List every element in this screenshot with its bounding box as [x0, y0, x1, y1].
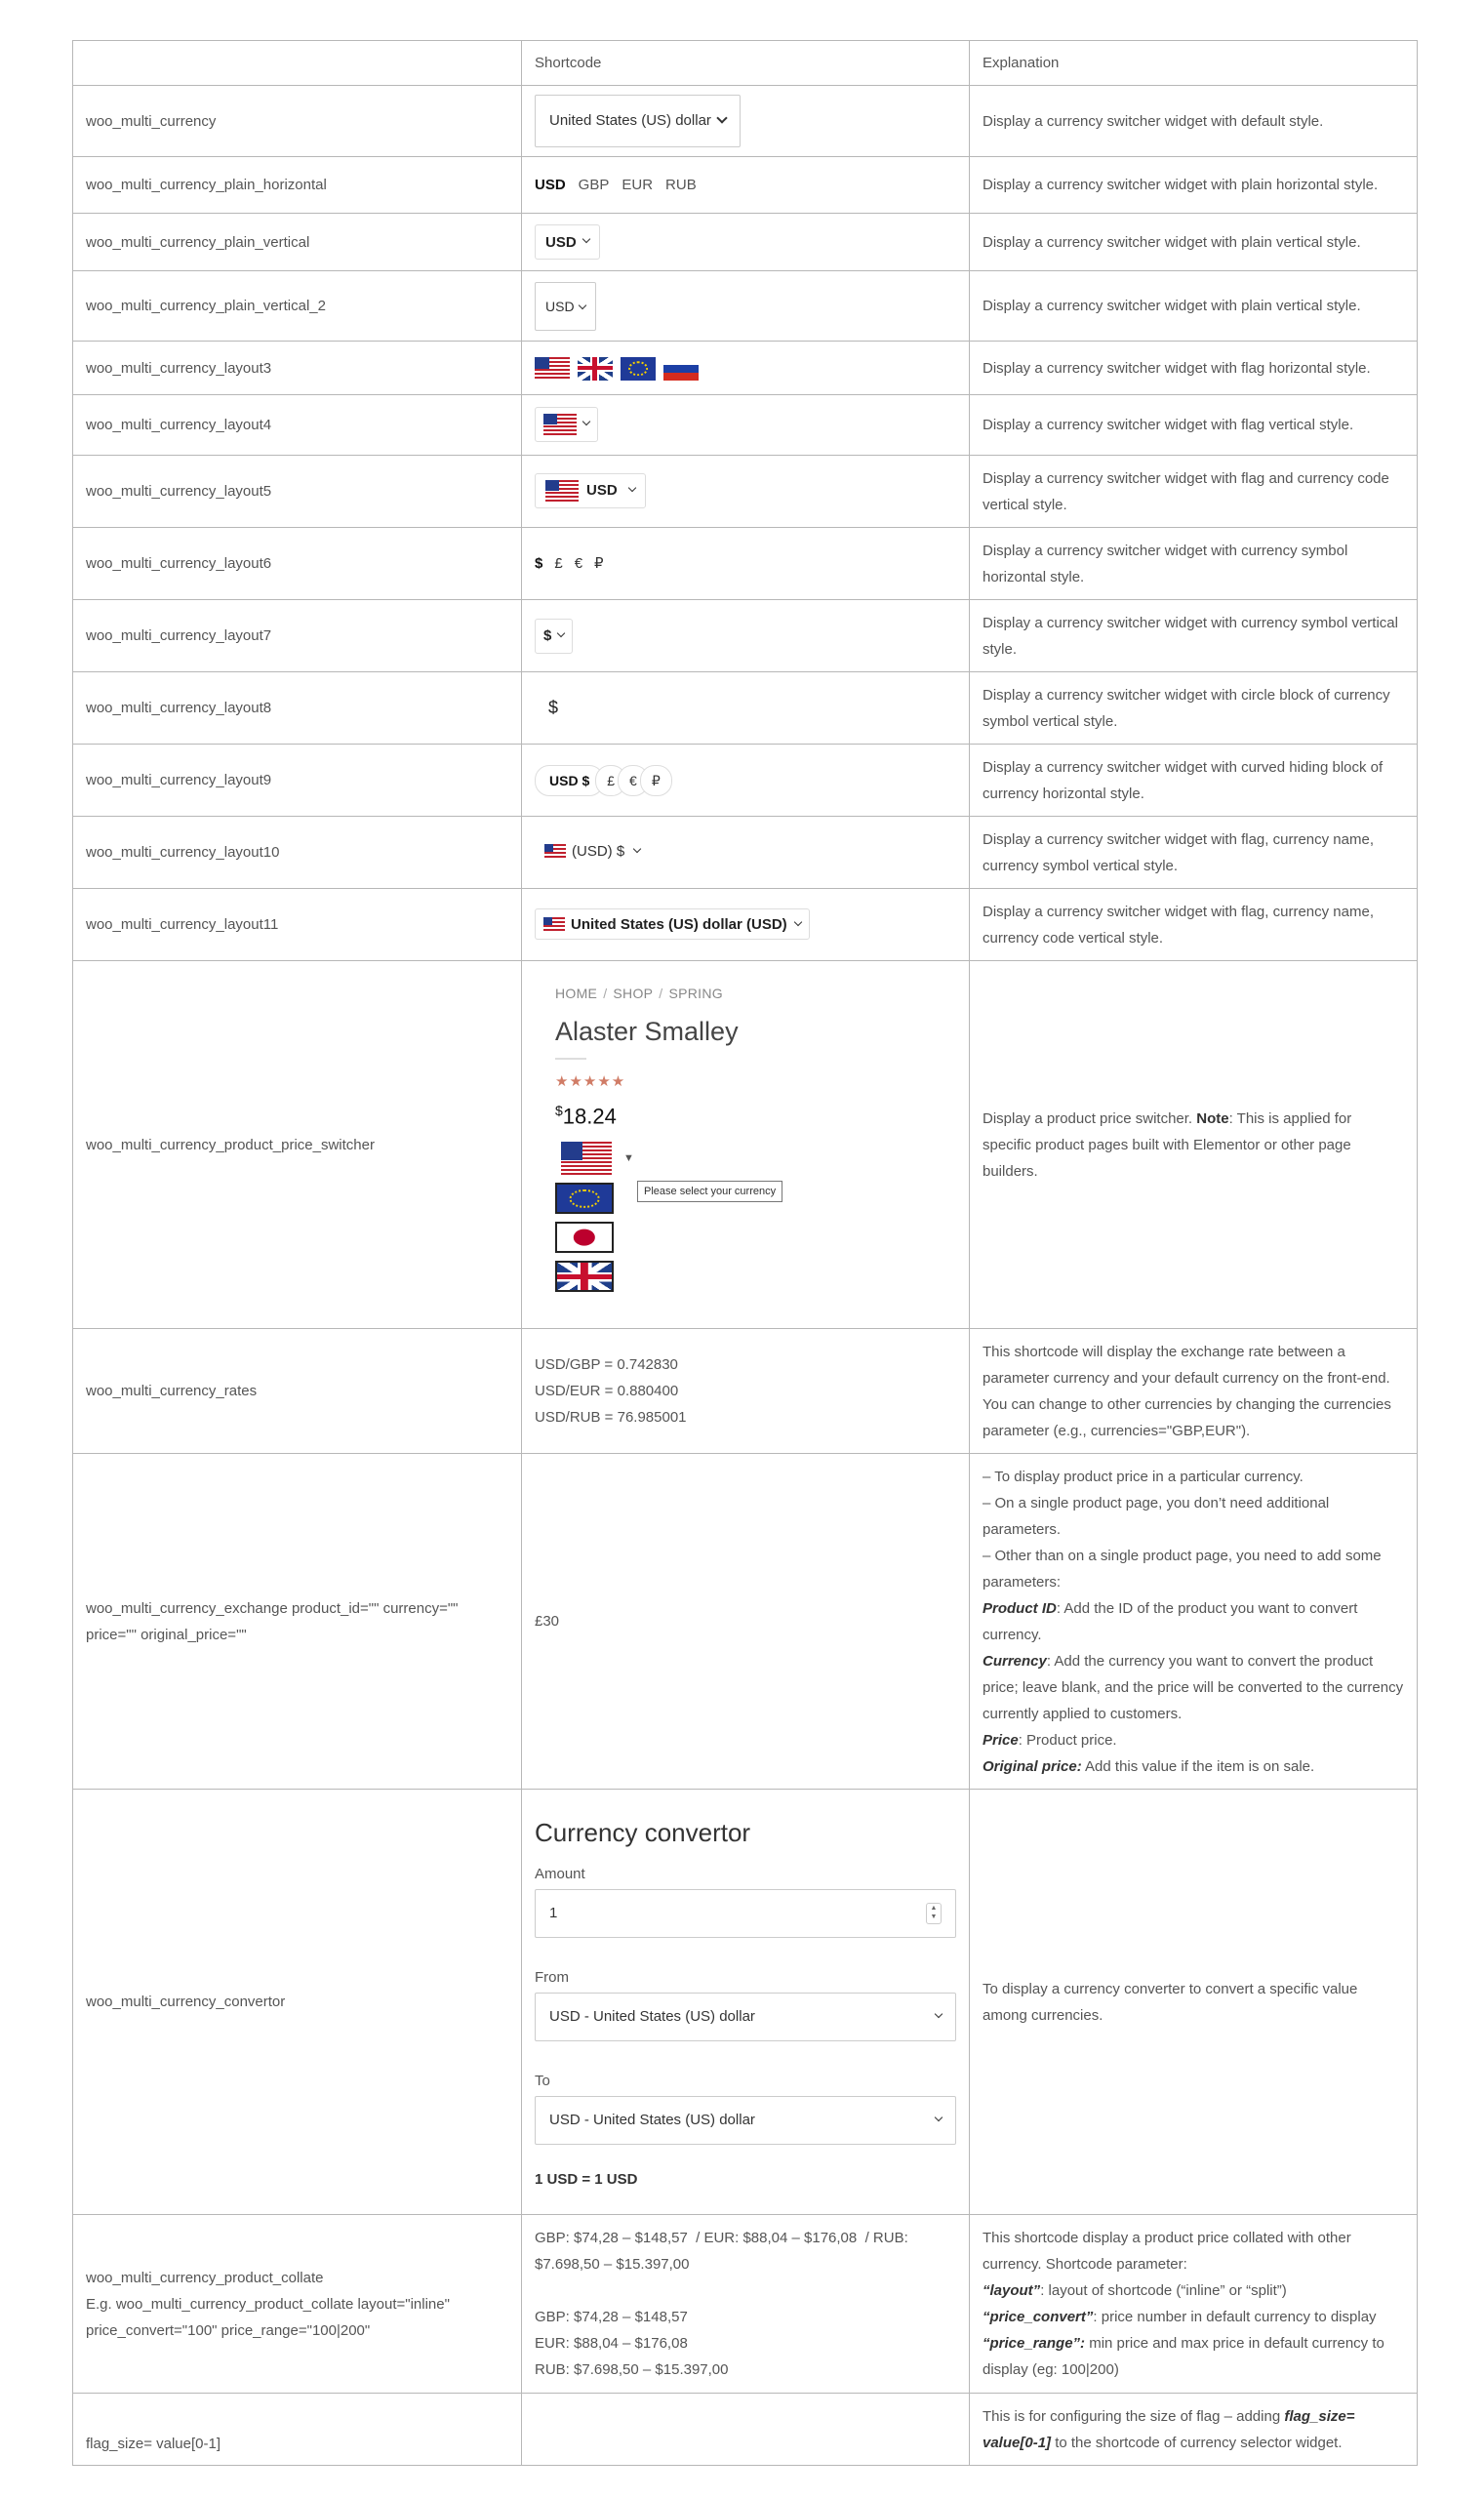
chevron-down-icon	[627, 483, 635, 491]
to-label: To	[535, 2072, 550, 2089]
table-row	[73, 395, 1418, 456]
explanation-line: – On a single product page, you don’t need additional parameters.	[983, 1494, 1330, 1538]
explanation-line: – Other than on a single product page, you need to add some parameters:	[983, 1547, 1382, 1591]
currency-option-rub[interactable]: RUB	[665, 177, 697, 193]
explanation: Display a currency switcher widget with plain vertical style.	[970, 271, 1418, 342]
table-row	[73, 600, 1418, 672]
demo-cell	[522, 1329, 970, 1454]
currency-pill-gbp[interactable]: £	[595, 765, 626, 796]
explanation: Display a currency switcher widget with flag vertical style.	[970, 395, 1418, 456]
flag-switcher-selected[interactable]	[555, 1142, 956, 1175]
explanation: Display a currency switcher widget with curved hiding block of currency horizontal style.	[970, 745, 1418, 817]
chevron-down-icon	[935, 2113, 943, 2120]
param-name: Currency	[983, 1652, 1047, 1670]
rate-line: USD/GBP = 0.742830	[535, 1356, 678, 1373]
chevron-down-icon	[582, 417, 590, 424]
explanation: Display a currency switcher widget with default style.	[970, 86, 1418, 157]
chevron-down-icon	[578, 301, 585, 308]
shortcode-name: woo_multi_currency_convertor	[73, 1790, 522, 2215]
collate-inline: GBP: $74,28 – $148,57 / EUR: $88,04 – $176,08 / RUB: $7.698,50 – $15.397,00	[535, 2230, 912, 2273]
param-desc: : Add the currency you want to convert the product price; leave blank, and the price will be converted to the currency currently applied to customers.	[983, 1652, 1404, 1722]
currency-option-usd[interactable]: USD	[535, 177, 566, 193]
shortcode-name: woo_multi_currency_layout5	[73, 456, 522, 528]
currency-symbol-circle[interactable]: $	[548, 697, 559, 717]
currency-symbol-rub[interactable]: ₽	[594, 555, 604, 572]
from-label: From	[535, 1968, 569, 1986]
shortcode-name: woo_multi_currency_layout4	[73, 395, 522, 456]
table-row	[73, 745, 1418, 817]
shortcode-name: woo_multi_currency_layout10	[73, 817, 522, 889]
convertor-result: 1 USD = 1 USD	[535, 2170, 638, 2188]
amount-input[interactable]	[535, 1889, 956, 1938]
explanation: This shortcode will display the exchange rate between a parameter currency and your default currency on the front-end. You can change to other currencies by changing the currencies parameter (e.g., currencies="GBP,EUR").	[970, 1329, 1418, 1454]
eu-flag-icon[interactable]	[621, 357, 656, 381]
explanation: Display a currency switcher widget with currency symbol horizontal style.	[970, 528, 1418, 600]
shortcode-table	[72, 40, 1418, 2466]
table-row	[73, 271, 1418, 342]
table-row	[73, 2215, 1418, 2394]
shortcode-name: woo_multi_currency_rates	[73, 1329, 522, 1454]
us-flag-icon	[543, 414, 577, 435]
param-name: Original price:	[983, 1757, 1082, 1775]
breadcrumb-sep: /	[659, 986, 663, 1001]
table-row	[73, 1790, 1418, 2215]
currency-label: United States (US) dollar (USD)	[571, 915, 787, 933]
title-divider	[555, 1058, 586, 1060]
collate-split-line: RUB: $7.698,50 – $15.397,00	[535, 2361, 729, 2378]
us-flag-icon	[545, 480, 579, 502]
explanation: Display a currency switcher widget with flag and currency code vertical style.	[970, 456, 1418, 528]
breadcrumb-sep: /	[603, 986, 608, 1001]
table-row	[73, 672, 1418, 745]
currency-pill-group	[535, 765, 663, 796]
shortcode-name: woo_multi_currency_layout3	[73, 342, 522, 395]
demo-cell	[522, 342, 970, 395]
dropdown-arrow-icon: ▼	[623, 1151, 634, 1164]
table-row	[73, 961, 1418, 1329]
us-flag-icon[interactable]	[535, 357, 570, 381]
collate-split-line: GBP: $74,28 – $148,57	[535, 2309, 688, 2325]
explanation: Display a currency switcher widget with plain vertical style.	[970, 214, 1418, 271]
product-price	[555, 1095, 956, 1132]
explanation-intro: This shortcode display a product price collated with other currency. Shortcode parameter:	[983, 2230, 1351, 2273]
rate-line: USD/EUR = 0.880400	[535, 1383, 679, 1399]
amount-value: 1	[549, 1905, 558, 1921]
explanation-line	[983, 2304, 1404, 2330]
table-row	[73, 1454, 1418, 1790]
demo-cell	[522, 86, 970, 157]
product-preview	[535, 961, 956, 1311]
currency-pill-rub[interactable]: ₽	[640, 765, 672, 796]
shortcode-name-text: woo_multi_currency_product_collate	[86, 2269, 324, 2286]
ru-flag-icon[interactable]	[663, 357, 699, 381]
chevron-down-icon	[716, 112, 727, 123]
demo-cell	[522, 528, 970, 600]
demo-cell: £30	[522, 1454, 970, 1790]
eu-flag-icon[interactable]	[555, 1183, 614, 1214]
rating-stars: ★★★★★	[555, 1073, 626, 1090]
us-flag-icon	[543, 917, 565, 932]
table-row	[73, 528, 1418, 600]
chevron-down-icon	[582, 235, 589, 243]
explanation-bold: flag_size= value[0-1]	[983, 2407, 1355, 2451]
dropdown-value: USD	[545, 233, 577, 251]
tooltip: Please select your currency	[637, 1181, 782, 1202]
price-symbol: $	[555, 1103, 563, 1118]
shortcode-name	[73, 2215, 522, 2394]
dropdown-value: $	[543, 627, 552, 644]
convertor-heading: Currency convertor	[535, 1817, 751, 1847]
flag-switcher	[555, 1142, 956, 1292]
currency-convertor	[535, 1791, 956, 2214]
shortcode-name: woo_multi_currency_layout7	[73, 600, 522, 672]
explanation-line	[983, 1753, 1404, 1780]
param-desc: Add this value if the item is on sale.	[1081, 1757, 1315, 1775]
currency-dropdown[interactable]	[535, 908, 810, 940]
demo-cell	[522, 889, 970, 961]
currency-pill-usd[interactable]: USD $	[535, 765, 604, 796]
amount-label: Amount	[535, 1865, 585, 1882]
currency-option-gbp[interactable]: GBP	[578, 177, 610, 193]
param-desc: : layout of shortcode (“inline” or “split”)	[1040, 2282, 1287, 2299]
chevron-down-icon	[793, 918, 801, 926]
demo-cell	[522, 456, 970, 528]
currency-dropdown[interactable]	[535, 407, 598, 442]
demo-cell	[522, 817, 970, 889]
table-row	[73, 817, 1418, 889]
explanation-text: This is for configuring the size of flag – adding	[983, 2407, 1285, 2425]
explanation: Display a currency switcher widget with flag, currency name, currency code vertical style.	[970, 889, 1418, 961]
chevron-down-icon	[633, 845, 641, 853]
explanation: Display a currency switcher widget with flag, currency name, currency symbol vertical style.	[970, 817, 1418, 889]
chevron-down-icon	[557, 628, 565, 636]
shortcode-name: woo_multi_currency_product_price_switcher	[73, 961, 522, 1329]
explanation-line	[983, 1595, 1404, 1648]
explanation-text: : This is applied for specific product pages built with Elementor or other page builders.	[983, 1109, 1352, 1180]
currency-symbol-eur[interactable]: €	[574, 555, 583, 572]
demo-cell	[522, 600, 970, 672]
dropdown-value: USD	[545, 298, 575, 314]
table-row	[73, 157, 1418, 214]
demo-cell	[522, 1790, 970, 2215]
uk-flag-icon[interactable]	[555, 1261, 614, 1292]
table-row	[73, 2394, 1418, 2466]
param-desc: : price number in default currency to display	[1093, 2309, 1377, 2325]
us-flag-icon	[561, 1142, 612, 1175]
breadcrumb-shop[interactable]: SHOP	[613, 986, 654, 1001]
rate-line: USD/RUB = 76.985001	[535, 1409, 687, 1426]
header-cell-explanation: Explanation	[970, 41, 1418, 86]
explanation-line	[983, 1727, 1404, 1753]
currency-dropdown[interactable]	[535, 473, 646, 508]
explanation: To display a currency converter to convert a specific value among currencies.	[970, 1790, 1418, 2215]
explanation	[970, 961, 1418, 1329]
param-desc: min price and max price in default currency to display (eg: 100|200)	[983, 2335, 1384, 2378]
shortcode-example: E.g. woo_multi_currency_product_collate layout="inline" price_convert="100" price_range="100|200"	[86, 2295, 450, 2339]
explanation	[970, 2215, 1418, 2394]
us-flag-icon	[544, 844, 566, 859]
explanation-line	[983, 2277, 1404, 2304]
demo-cell	[522, 961, 970, 1329]
param-name: Product ID	[983, 1599, 1057, 1617]
explanation-text: to the shortcode of currency selector widget.	[1051, 2434, 1343, 2451]
demo-cell	[522, 745, 970, 817]
demo-cell	[522, 2394, 970, 2466]
shortcode-name: woo_multi_currency_plain_horizontal	[73, 157, 522, 214]
shortcode-name: woo_multi_currency_layout6	[73, 528, 522, 600]
shortcode-name: woo_multi_currency	[73, 86, 522, 157]
explanation-bold: Note	[1196, 1109, 1229, 1127]
shortcode-name: woo_multi_currency_layout11	[73, 889, 522, 961]
explanation	[970, 1454, 1418, 1790]
shortcode-name: woo_multi_currency_layout9	[73, 745, 522, 817]
param-desc: : Add the ID of the product you want to convert currency.	[983, 1599, 1358, 1643]
param-name: “price_convert”	[983, 2309, 1094, 2325]
currency-dropdown[interactable]	[535, 224, 600, 260]
breadcrumb	[555, 981, 956, 1007]
breadcrumb-spring[interactable]: SPRING	[668, 986, 723, 1001]
stepper-icon[interactable]: ▲ ▼	[926, 1903, 942, 1924]
shortcode-name: woo_multi_currency_layout8	[73, 672, 522, 745]
explanation: Display a currency switcher widget with circle block of currency symbol vertical style.	[970, 672, 1418, 745]
table-row	[73, 86, 1418, 157]
collate-split-line: EUR: $88,04 – $176,08	[535, 2335, 688, 2352]
product-title: Alaster Smalley	[555, 1017, 739, 1046]
dropdown-value: United States (US) dollar	[549, 112, 711, 129]
currency-dropdown[interactable]	[544, 838, 640, 865]
demo-cell	[522, 214, 970, 271]
to-select[interactable]	[535, 2096, 956, 2145]
currency-pill-eur[interactable]: €	[618, 765, 649, 796]
chevron-down-icon	[935, 2009, 943, 2017]
demo-cell	[522, 271, 970, 342]
shortcode-name: woo_multi_currency_exchange product_id="" currency="" price="" original_price=""	[73, 1454, 522, 1790]
param-desc: : Product price.	[1018, 1731, 1117, 1749]
breadcrumb-home[interactable]: HOME	[555, 986, 598, 1001]
from-select[interactable]	[535, 1993, 956, 2041]
explanation	[970, 2394, 1418, 2466]
param-name: “layout”	[983, 2282, 1041, 2299]
explanation-line	[983, 2330, 1404, 2383]
currency-code: USD	[586, 482, 618, 499]
shortcode-name: woo_multi_currency_plain_vertical	[73, 214, 522, 271]
explanation: Display a currency switcher widget with currency symbol vertical style.	[970, 600, 1418, 672]
currency-dropdown[interactable]	[535, 619, 573, 654]
to-value: USD - United States (US) dollar	[549, 2112, 755, 2128]
explanation-line: – To display product price in a particular currency.	[983, 1468, 1304, 1485]
table-header-row	[73, 41, 1418, 86]
price-value: 18.24	[562, 1104, 617, 1129]
explanation-line	[983, 1648, 1404, 1727]
explanation-text: Display a product price switcher.	[983, 1109, 1197, 1127]
demo-cell	[522, 395, 970, 456]
param-name: “price_range”:	[983, 2335, 1086, 2352]
shortcode-name: flag_size= value[0-1]	[73, 2394, 522, 2466]
table-row	[73, 456, 1418, 528]
demo-cell	[522, 672, 970, 745]
header-cell-shortcode: Shortcode	[522, 41, 970, 86]
currency-symbol-gbp[interactable]: £	[554, 555, 563, 572]
table-row	[73, 889, 1418, 961]
currency-symbol-usd[interactable]: $	[535, 555, 543, 572]
demo-cell	[522, 157, 970, 214]
table-row	[73, 214, 1418, 271]
currency-dropdown[interactable]	[535, 282, 596, 331]
table-row	[73, 1329, 1418, 1454]
jp-flag-icon[interactable]	[555, 1222, 614, 1253]
table-row	[73, 342, 1418, 395]
demo-cell	[522, 2215, 970, 2394]
explanation: Display a currency switcher widget with plain horizontal style.	[970, 157, 1418, 214]
uk-flag-icon[interactable]	[578, 357, 613, 381]
header-cell-name	[73, 41, 522, 86]
param-name: Price	[983, 1731, 1019, 1749]
shortcode-name: woo_multi_currency_plain_vertical_2	[73, 271, 522, 342]
currency-label: (USD) $	[572, 842, 625, 860]
currency-dropdown[interactable]	[535, 95, 741, 147]
explanation: Display a currency switcher widget with flag horizontal style.	[970, 342, 1418, 395]
currency-option-eur[interactable]: EUR	[622, 177, 654, 193]
from-value: USD - United States (US) dollar	[549, 2008, 755, 2025]
